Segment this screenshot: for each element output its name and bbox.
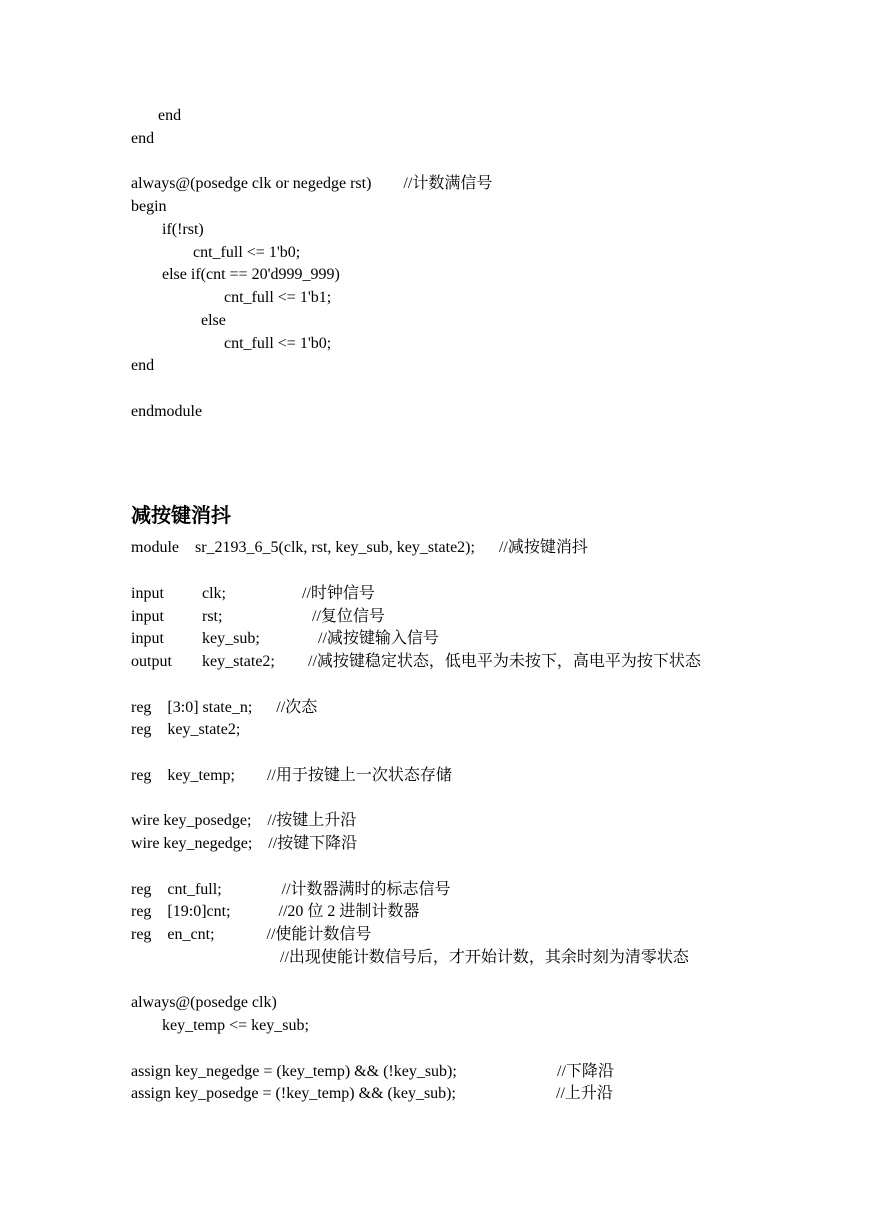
- section-title: 减按键消抖: [131, 505, 231, 527]
- code-line: else: [201, 312, 226, 329]
- code-line: rst;: [202, 608, 223, 625]
- code-line: reg [3:0] state_n; //次态: [131, 699, 318, 716]
- code-line: output: [131, 653, 172, 670]
- code-comment: //复位信号: [312, 608, 385, 625]
- code-line: always@(posedge clk or negedge rst) //计数满信号: [131, 175, 493, 192]
- code-comment: //时钟信号: [302, 585, 375, 602]
- code-line: wire key_negedge; //按键下降沿: [131, 835, 358, 852]
- code-line: key_sub;: [202, 630, 260, 647]
- code-line: end: [131, 357, 155, 374]
- code-line: endmodule: [131, 403, 203, 420]
- code-line: reg [19:0]cnt; //20 位 2 进制计数器: [131, 903, 420, 920]
- code-line: reg key_state2;: [131, 721, 241, 738]
- code-line: input: [131, 585, 164, 602]
- code-line: reg cnt_full; //计数器满时的标志信号: [131, 881, 451, 898]
- code-line: always@(posedge clk): [131, 994, 277, 1011]
- code-line: input: [131, 630, 164, 647]
- code-line: cnt_full <= 1'b0;: [193, 244, 301, 261]
- code-line: reg en_cnt; //使能计数信号: [131, 926, 372, 943]
- code-line: end: [158, 107, 182, 124]
- code-line: reg key_temp; //用于按键上一次状态存储: [131, 767, 452, 784]
- code-line: else if(cnt == 20'd999_999): [162, 266, 340, 283]
- code-line: cnt_full <= 1'b0;: [224, 335, 332, 352]
- code-line: wire key_posedge; //按键上升沿: [131, 812, 357, 829]
- code-line: if(!rst): [162, 221, 204, 238]
- code-line: assign key_posedge = (!key_temp) && (key_sub);: [131, 1085, 456, 1102]
- code-line: begin: [131, 198, 167, 215]
- code-line: input: [131, 608, 164, 625]
- code-line: clk;: [202, 585, 226, 602]
- code-comment: //上升沿: [556, 1085, 613, 1102]
- code-line: cnt_full <= 1'b1;: [224, 289, 332, 306]
- code-comment: //下降沿: [557, 1063, 614, 1080]
- code-line: key_state2;: [202, 653, 275, 670]
- code-line: module sr_2193_6_5(clk, rst, key_sub, key_state2); //减按键消抖: [131, 539, 588, 556]
- code-line: assign key_negedge = (key_temp) && (!key_sub);: [131, 1063, 457, 1080]
- code-line: end: [131, 130, 155, 147]
- code-comment: //减按键稳定状态，低电平为未按下，高电平为按下状态: [308, 653, 701, 670]
- code-line: key_temp <= key_sub;: [162, 1017, 309, 1034]
- code-comment: //出现使能计数信号后，才开始计数，其余时刻为清零状态: [280, 949, 689, 966]
- code-comment: //减按键输入信号: [318, 630, 439, 647]
